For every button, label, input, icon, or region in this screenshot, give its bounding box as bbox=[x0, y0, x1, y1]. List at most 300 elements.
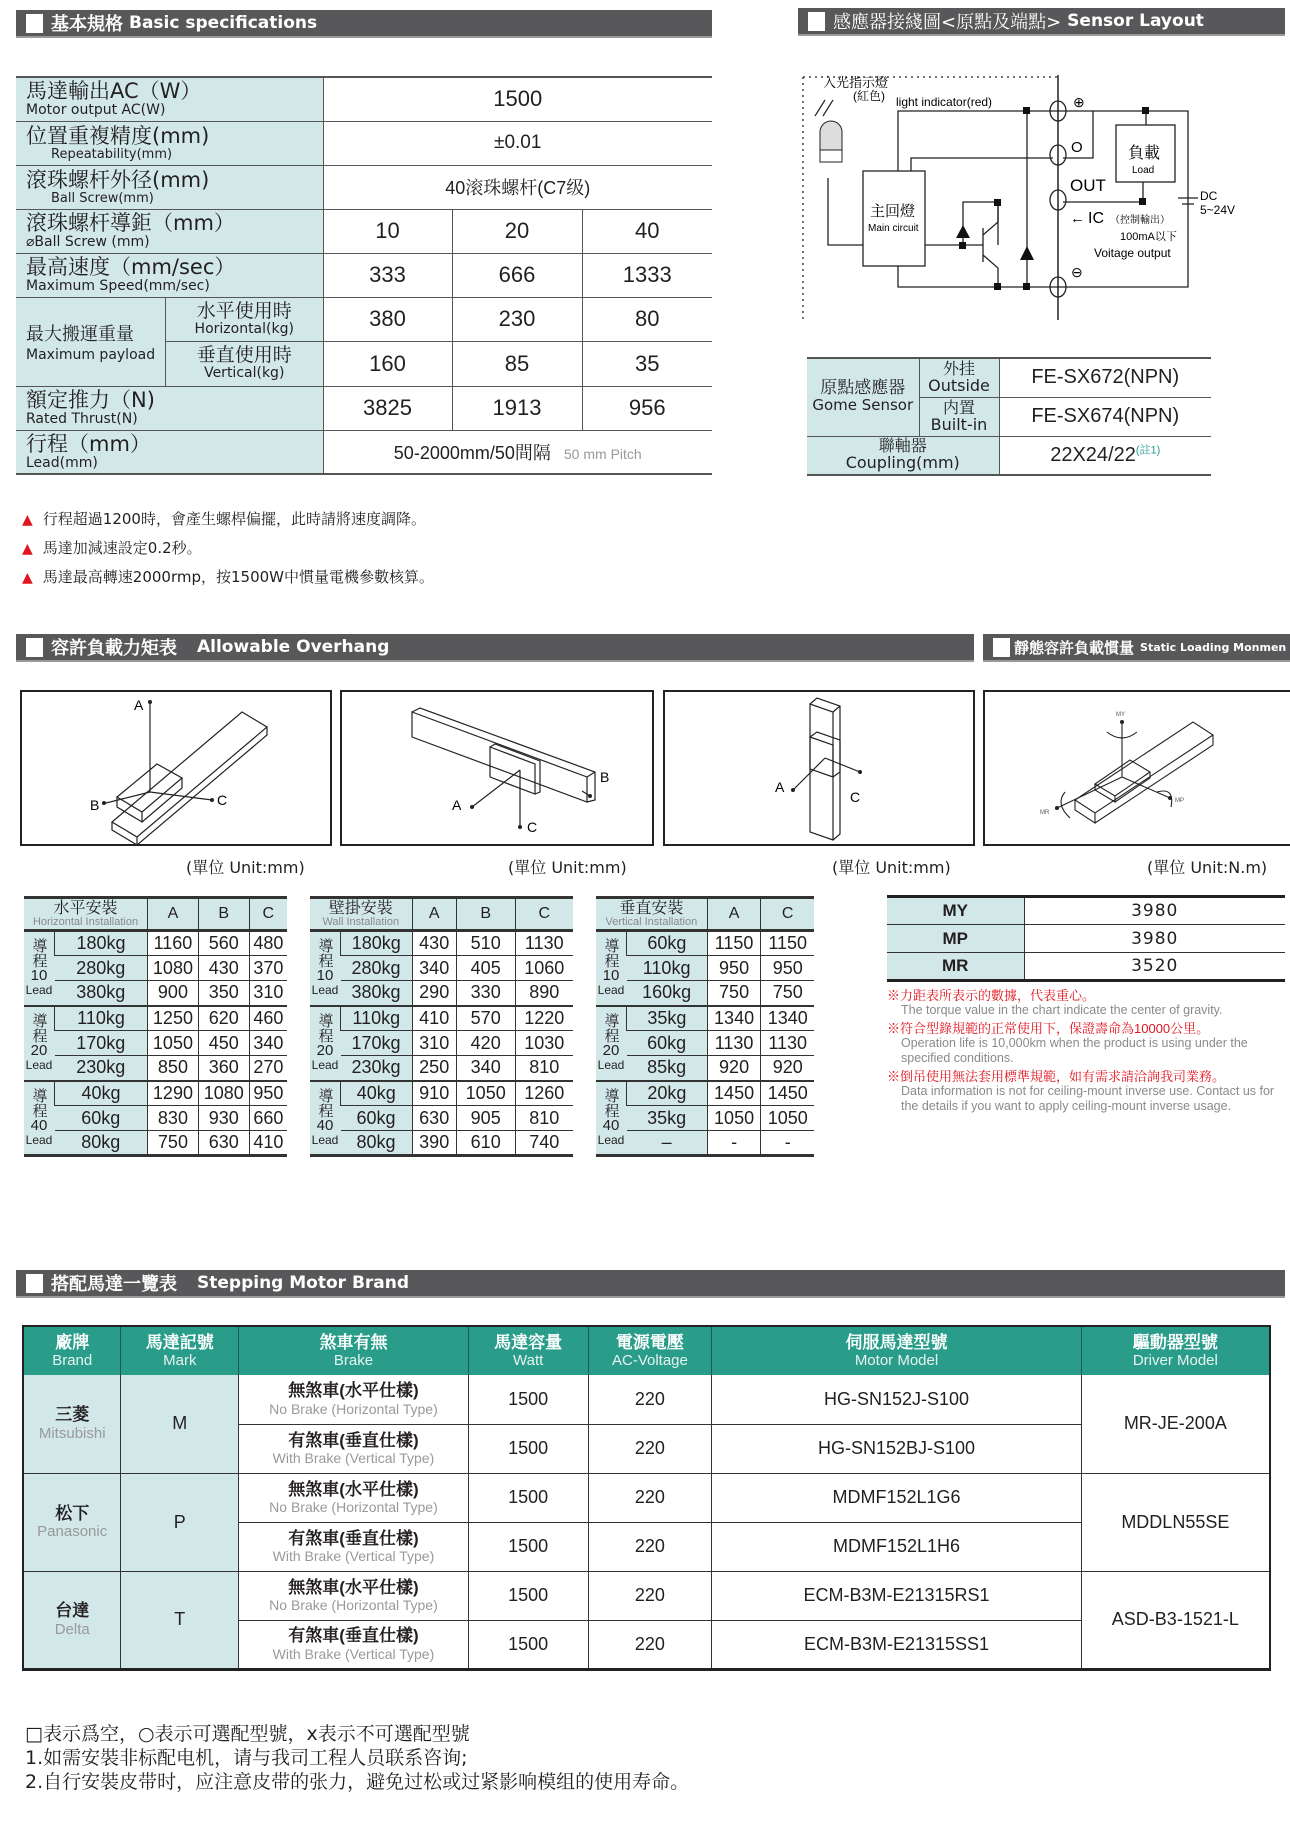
diagram-moments bbox=[983, 690, 1290, 846]
unit-label: (單位 Unit:mm) bbox=[508, 858, 627, 877]
brake-en: No Brake (Horizontal Type) bbox=[269, 1400, 438, 1417]
unit-label: (單位 Unit:mm) bbox=[832, 858, 951, 877]
installation-title bbox=[596, 898, 707, 931]
overhang-header bbox=[310, 898, 573, 931]
moment-key: MY bbox=[887, 897, 1024, 925]
value-cell: 810 bbox=[515, 1106, 573, 1131]
load-en: Load bbox=[1132, 165, 1155, 176]
value: 80 bbox=[582, 297, 712, 342]
diode-icon bbox=[1020, 246, 1034, 260]
lead-en: Lead bbox=[311, 983, 339, 998]
mark-cell: P bbox=[121, 1473, 239, 1571]
value-cell: 905 bbox=[456, 1106, 515, 1131]
header-en: Brake bbox=[333, 1352, 374, 1370]
payload-cell: 110kg bbox=[55, 1006, 148, 1031]
moment-notes bbox=[887, 985, 1287, 1114]
value: 1500 bbox=[323, 77, 712, 121]
value-cell: 1050 bbox=[761, 1106, 814, 1131]
value-cell: 1250 bbox=[148, 1006, 199, 1031]
lead-en: Lead bbox=[25, 1132, 53, 1147]
outside-model: FE-SX672(NPN) bbox=[999, 358, 1211, 397]
label-zh: 行程（mm） bbox=[26, 431, 151, 456]
lead-zh: 導程 bbox=[602, 1013, 620, 1043]
label-mp: MP bbox=[1175, 798, 1184, 804]
value-cell: 1150 bbox=[761, 931, 814, 956]
value-cell: 1030 bbox=[515, 1031, 573, 1056]
driver-model-cell: ASD-B3-1521-L bbox=[1081, 1571, 1270, 1669]
value-cell: 1220 bbox=[515, 1006, 573, 1031]
brake-en: No Brake (Horizontal Type) bbox=[269, 1597, 438, 1614]
value-cell: 950 bbox=[761, 956, 814, 981]
unit-label: (單位 Unit:N.m) bbox=[1147, 858, 1268, 877]
brake-cell bbox=[239, 1522, 469, 1571]
dc-label: DC bbox=[1200, 189, 1218, 203]
overhang-row bbox=[310, 1006, 573, 1031]
brand-cell bbox=[23, 1571, 121, 1669]
label-c: C bbox=[850, 789, 861, 805]
motor-row bbox=[23, 1375, 1270, 1424]
overhang-row bbox=[24, 956, 287, 981]
lead-en: Lead bbox=[597, 1058, 625, 1072]
payload-cell: 170kg bbox=[341, 1031, 413, 1056]
driver-model-cell: MR-JE-200A bbox=[1081, 1375, 1270, 1473]
value-cell: 410 bbox=[249, 1131, 287, 1156]
value: 1913 bbox=[452, 386, 582, 430]
lead-group-label bbox=[596, 931, 627, 1006]
header-zh: 廠牌 bbox=[55, 1332, 90, 1352]
value-cell: 1050 bbox=[148, 1031, 199, 1056]
lead-number: 20 bbox=[316, 1042, 334, 1059]
square-bullet-icon bbox=[808, 12, 825, 31]
section-title-en: Sensor Layout bbox=[1067, 11, 1204, 31]
payload-cell: 180kg bbox=[55, 931, 148, 956]
header-zh: 煞車有無 bbox=[319, 1332, 388, 1352]
note-text: 行程超過1200時，會產生螺桿偏擺，此時請將速度調降。 bbox=[42, 510, 426, 528]
title-zh: 垂直安裝 bbox=[619, 899, 684, 917]
column-header: B bbox=[456, 898, 515, 931]
value-cell: 250 bbox=[412, 1056, 456, 1081]
lead-number: 40 bbox=[602, 1116, 620, 1134]
voltage-cell: 220 bbox=[588, 1473, 712, 1522]
spec-row-repeatability bbox=[16, 121, 712, 165]
header-en: Mark bbox=[163, 1352, 197, 1370]
overhang-table-wall bbox=[310, 896, 573, 1157]
voltage-cell: 220 bbox=[588, 1620, 712, 1669]
outside-zh: 外挂 bbox=[942, 358, 975, 378]
horizontal-install-drawing bbox=[22, 692, 330, 844]
value-cell: 1130 bbox=[761, 1031, 814, 1056]
ic-arrow-icon: ← bbox=[1070, 210, 1085, 227]
value-cell: 610 bbox=[456, 1131, 515, 1156]
moment-value: 3980 bbox=[1024, 897, 1285, 925]
square-bullet-icon bbox=[26, 14, 43, 33]
watt-cell: 1500 bbox=[468, 1473, 588, 1522]
header-zh: 伺服馬達型號 bbox=[845, 1332, 948, 1352]
section-header-sensor bbox=[798, 8, 1285, 36]
value: 666 bbox=[452, 253, 582, 297]
lead-group-label bbox=[310, 931, 341, 1006]
lead-group-label bbox=[310, 1006, 341, 1081]
warning-triangle-icon: ▲ bbox=[22, 541, 33, 557]
lead-en: Lead bbox=[597, 1132, 625, 1147]
brake-zh: 有煞車(垂直仕樣) bbox=[288, 1626, 419, 1646]
value: 3825 bbox=[323, 386, 452, 430]
sensor-row-coupling bbox=[807, 436, 1211, 475]
motor-model-cell: HG-SN152BJ-S100 bbox=[712, 1424, 1081, 1473]
brake-zh: 無煞車(水平仕樣) bbox=[288, 1381, 419, 1401]
header-zh: 電源電壓 bbox=[615, 1332, 684, 1352]
overhang-header-row bbox=[310, 898, 573, 931]
payload-cell: 80kg bbox=[341, 1131, 413, 1156]
overhang-row bbox=[596, 1006, 814, 1031]
value-cell: 1160 bbox=[148, 931, 199, 956]
label-zh: 滾珠螺杆導鉅（mm） bbox=[26, 211, 235, 235]
value: 85 bbox=[452, 342, 582, 387]
label-zh: 額定推力（N) bbox=[26, 388, 155, 412]
brake-en: With Brake (Vertical Type) bbox=[272, 1645, 435, 1662]
square-bullet-icon bbox=[26, 1274, 43, 1293]
sensor-wiring-diagram bbox=[798, 70, 1238, 320]
payload-cell: 230kg bbox=[341, 1056, 413, 1081]
label-zh: 最高速度（mm/sec） bbox=[26, 255, 236, 279]
lead-zh: 導程 bbox=[30, 1013, 48, 1043]
column-header bbox=[23, 1326, 121, 1375]
value-cell: 410 bbox=[412, 1006, 456, 1031]
moment-note-en: Data information is not for ceiling-mount inverse use. Contact us for the details if you want to apply ceiling-mount inverse usage. bbox=[901, 1084, 1275, 1113]
value-cell: 1080 bbox=[198, 1081, 249, 1106]
brake-cell bbox=[239, 1620, 469, 1669]
indicator-label-zh: 入光指示燈 bbox=[823, 75, 889, 90]
overhang-row bbox=[24, 981, 287, 1006]
payload-cell: 180kg bbox=[341, 931, 413, 956]
origin-sensor-zh: 原點感應器 bbox=[820, 378, 906, 399]
value-cell: 1450 bbox=[761, 1081, 814, 1106]
lead-zh: 導程 bbox=[602, 938, 620, 969]
motor-model-cell: MDMF152L1H6 bbox=[712, 1522, 1081, 1571]
overhang-row bbox=[310, 1131, 573, 1156]
value-cell: 560 bbox=[198, 931, 249, 956]
square-bullet-icon bbox=[993, 638, 1010, 657]
overhang-row bbox=[310, 1081, 573, 1106]
value-cell: 1340 bbox=[761, 1006, 814, 1031]
voltage-cell: 220 bbox=[588, 1375, 712, 1424]
column-header bbox=[1081, 1326, 1270, 1375]
watt-cell: 1500 bbox=[468, 1522, 588, 1571]
value-cell: 420 bbox=[456, 1031, 515, 1056]
value: 333 bbox=[323, 253, 452, 297]
lead-zh: 導程 bbox=[316, 1087, 334, 1118]
label-en: ⌀Ball Screw (mm) bbox=[26, 234, 150, 250]
title-zh: 水平安裝 bbox=[53, 899, 118, 917]
brake-zh: 無煞車(水平仕樣) bbox=[288, 1577, 419, 1597]
motor-row bbox=[23, 1473, 1270, 1522]
value-cell: 930 bbox=[198, 1106, 249, 1131]
value-cell: 620 bbox=[198, 1006, 249, 1031]
overhang-row bbox=[310, 956, 573, 981]
lead-zh: 導程 bbox=[30, 1087, 48, 1118]
column-header: A bbox=[412, 898, 456, 931]
value-cell: 310 bbox=[249, 981, 287, 1006]
value-cell: 1050 bbox=[456, 1081, 515, 1106]
value-cell: 1060 bbox=[515, 956, 573, 981]
payload-cell: 380kg bbox=[55, 981, 148, 1006]
brand-cell bbox=[23, 1473, 121, 1571]
title-en: Horizontal Installation bbox=[32, 915, 139, 928]
voltage-cell: 220 bbox=[588, 1571, 712, 1620]
value-cell: 950 bbox=[707, 956, 761, 981]
stroke-value-en: 50 mm Pitch bbox=[563, 445, 642, 462]
moment-note-zh: ※倒吊使用無法套用標準規範，如有需求請洽詢我司業務。 bbox=[887, 1069, 1226, 1084]
value-cell: 1450 bbox=[707, 1081, 761, 1106]
value-cell: 950 bbox=[249, 1081, 287, 1106]
lead-zh: 導程 bbox=[316, 938, 334, 969]
note-item bbox=[22, 505, 434, 534]
column-header bbox=[239, 1326, 469, 1375]
overhang-row bbox=[596, 1031, 814, 1056]
lead-group-label bbox=[24, 1081, 55, 1156]
value-cell: 390 bbox=[412, 1131, 456, 1156]
section-title-zh: 搭配馬達一覽表 bbox=[51, 1274, 177, 1295]
section-title-zh: 基本規格 bbox=[51, 14, 123, 35]
lead-number: 20 bbox=[602, 1042, 620, 1059]
voltage-output: Voitage output bbox=[1094, 246, 1171, 260]
header-en: Brand bbox=[52, 1352, 93, 1370]
label-a: A bbox=[134, 697, 144, 713]
lead-number: 10 bbox=[316, 967, 334, 985]
payload-cell: 35kg bbox=[627, 1106, 708, 1131]
overhang-row bbox=[310, 981, 573, 1006]
value-cell: 270 bbox=[249, 1056, 287, 1081]
value-cell: 900 bbox=[148, 981, 199, 1006]
main-circuit-zh: 主回燈 bbox=[870, 203, 916, 220]
label-b: B bbox=[90, 797, 100, 813]
value: 20 bbox=[452, 209, 582, 253]
value-cell: 750 bbox=[761, 981, 814, 1006]
value: 380 bbox=[323, 297, 452, 342]
section-header-static bbox=[983, 634, 1290, 662]
section-title-en: Basic specifications bbox=[129, 13, 318, 33]
footnotes bbox=[25, 1722, 689, 1794]
overhang-table-vertical bbox=[596, 896, 814, 1157]
wall-install-drawing bbox=[342, 692, 652, 844]
value: ±0.01 bbox=[323, 121, 712, 165]
moment-key: MP bbox=[887, 925, 1024, 953]
section-title-zh: 靜態容許負載慣量 bbox=[1014, 638, 1135, 657]
value-cell: 290 bbox=[412, 981, 456, 1006]
column-header: C bbox=[515, 898, 573, 931]
column-header: B bbox=[198, 898, 249, 931]
label-en: Repeatability(mm) bbox=[51, 146, 173, 162]
brand-zh: 台達 bbox=[55, 1601, 90, 1621]
overhang-row bbox=[596, 1106, 814, 1131]
motor-brand-table bbox=[22, 1325, 1271, 1671]
spec-row-motor-output bbox=[16, 77, 712, 121]
section-header-basic bbox=[16, 10, 712, 38]
moment-row bbox=[887, 953, 1285, 981]
brand-cell bbox=[23, 1375, 121, 1473]
title-zh: 壁掛安裝 bbox=[328, 899, 393, 917]
sensor-row-outside bbox=[807, 358, 1211, 397]
overhang-row bbox=[24, 1081, 287, 1106]
header-zh: 馬達容量 bbox=[494, 1332, 563, 1352]
label-c: C bbox=[217, 792, 228, 808]
header-en: Motor Model bbox=[854, 1352, 939, 1370]
label-a: A bbox=[775, 779, 785, 795]
brake-zh: 無煞車(水平仕樣) bbox=[288, 1479, 419, 1499]
label-zh: 水平使用時 bbox=[196, 299, 292, 322]
value: 160 bbox=[323, 342, 452, 387]
title-en: Vertical Installation bbox=[605, 915, 698, 928]
overhang-row bbox=[596, 931, 814, 956]
moment-key: MR bbox=[887, 953, 1024, 981]
value-cell: 370 bbox=[249, 956, 287, 981]
brake-en: No Brake (Horizontal Type) bbox=[269, 1499, 438, 1516]
overhang-row bbox=[310, 1106, 573, 1131]
lead-number: 10 bbox=[30, 967, 48, 985]
section-title-en: Stepping Motor Brand bbox=[197, 1273, 410, 1293]
value: 1333 bbox=[582, 253, 712, 297]
value-cell: 630 bbox=[198, 1131, 249, 1156]
value-cell: 750 bbox=[707, 981, 761, 1006]
watt-cell: 1500 bbox=[468, 1571, 588, 1620]
payload-cell: 280kg bbox=[55, 956, 148, 981]
lead-en: Lead bbox=[597, 983, 625, 998]
brake-cell bbox=[239, 1424, 469, 1473]
vertical-install-drawing bbox=[665, 692, 973, 844]
lead-zh: 導程 bbox=[30, 938, 48, 969]
static-moment-table bbox=[887, 895, 1285, 982]
value-cell: 890 bbox=[515, 981, 573, 1006]
light-arrows-icon bbox=[815, 100, 833, 116]
section-title-zh: 容許負載力矩表 bbox=[51, 638, 177, 659]
label-en: Ball Screw(mm) bbox=[51, 190, 154, 206]
brand-zh: 三菱 bbox=[55, 1405, 90, 1425]
label-zh: 垂直使用時 bbox=[196, 343, 292, 366]
note-item bbox=[22, 534, 434, 563]
label-en: Horizontal(kg) bbox=[194, 320, 294, 337]
value-cell: 1260 bbox=[515, 1081, 573, 1106]
payload-cell: 170kg bbox=[55, 1031, 148, 1056]
section-title-zh: 感應器接綫圖<原點及端點> bbox=[833, 12, 1062, 33]
value-cell: 340 bbox=[412, 956, 456, 981]
overhang-row bbox=[310, 1056, 573, 1081]
header-en: AC-Voltage bbox=[611, 1352, 688, 1370]
value: 35 bbox=[582, 342, 712, 387]
watt-cell: 1500 bbox=[468, 1375, 588, 1424]
lead-number: 10 bbox=[602, 967, 620, 985]
label-zh: 馬達輸出AC（W） bbox=[26, 79, 202, 104]
column-header bbox=[588, 1326, 712, 1375]
payload-cell: 60kg bbox=[627, 1031, 708, 1056]
value-cell: 850 bbox=[148, 1056, 199, 1081]
payload-cell: 40kg bbox=[341, 1081, 413, 1106]
brake-en: With Brake (Vertical Type) bbox=[272, 1450, 435, 1467]
load-zh: 負載 bbox=[1128, 145, 1161, 162]
value-cell: 405 bbox=[456, 956, 515, 981]
overhang-row bbox=[596, 956, 814, 981]
voltage-cell: 220 bbox=[588, 1522, 712, 1571]
lead-group-label bbox=[24, 1006, 55, 1081]
value-cell: 1340 bbox=[707, 1006, 761, 1031]
lead-zh: 導程 bbox=[602, 1087, 620, 1118]
minus-label: ⊖ bbox=[1071, 264, 1083, 280]
spec-row-ball-screw bbox=[16, 165, 712, 209]
payload-cell: 35kg bbox=[627, 1006, 708, 1031]
value: 40 bbox=[582, 209, 712, 253]
sensor-table bbox=[807, 357, 1211, 476]
overhang-row bbox=[24, 1056, 287, 1081]
footnote: □表示爲空，○表示可選配型號，x表示不可選配型號 bbox=[25, 1723, 470, 1745]
indicator-color: (紅色) bbox=[853, 89, 885, 103]
overhang-row bbox=[24, 1106, 287, 1131]
led-icon bbox=[820, 121, 842, 150]
value-cell: - bbox=[761, 1131, 814, 1156]
value-cell: 920 bbox=[761, 1056, 814, 1081]
payload-cell: 60kg bbox=[341, 1106, 413, 1131]
payload-cell: 60kg bbox=[55, 1106, 148, 1131]
moment-value: 3520 bbox=[1131, 956, 1179, 976]
value-cell: 1080 bbox=[148, 956, 199, 981]
payload-cell: – bbox=[627, 1131, 708, 1156]
column-header: A bbox=[148, 898, 199, 931]
overhang-row bbox=[596, 981, 814, 1006]
moment-note-zh: ※力距表所表示的數據，代表重心。 bbox=[887, 988, 1096, 1003]
label-en: Vertical(kg) bbox=[204, 364, 285, 381]
moment-note-zh: ※符合型錄規範的正常使用下，保證壽命為10000公里。 bbox=[887, 1021, 1210, 1036]
overhang-row bbox=[596, 1131, 814, 1156]
overhang-row bbox=[310, 1031, 573, 1056]
overhang-row bbox=[24, 1131, 287, 1156]
payload-cell: 110kg bbox=[341, 1006, 413, 1031]
value-cell: 450 bbox=[198, 1031, 249, 1056]
header-en: Driver Model bbox=[1132, 1352, 1218, 1370]
motor-model-cell: ECM-B3M-E21315RS1 bbox=[712, 1571, 1081, 1620]
overhang-row bbox=[24, 931, 287, 956]
plus-label: ⊕ bbox=[1073, 94, 1085, 110]
payload-cell: 280kg bbox=[341, 956, 413, 981]
section-header-overhang bbox=[16, 634, 974, 662]
label-en: Motor output AC(W) bbox=[26, 102, 166, 119]
value: 956 bbox=[582, 386, 712, 430]
overhang-header bbox=[596, 898, 814, 931]
label-en: Lead(mm) bbox=[26, 454, 98, 471]
diagram-wall bbox=[340, 690, 654, 846]
brake-en: With Brake (Vertical Type) bbox=[272, 1548, 435, 1565]
watt-cell: 1500 bbox=[468, 1424, 588, 1473]
moment-row bbox=[887, 897, 1285, 925]
header-zh: 馬達記號 bbox=[145, 1332, 214, 1352]
value-cell: 1290 bbox=[148, 1081, 199, 1106]
brake-zh: 有煞車(垂直仕樣) bbox=[288, 1528, 419, 1548]
header-en: Watt bbox=[513, 1352, 544, 1370]
overhang-row bbox=[596, 1081, 814, 1106]
value-cell: 1050 bbox=[707, 1106, 761, 1131]
value-cell: 340 bbox=[249, 1031, 287, 1056]
builtin-zh: 内置 bbox=[942, 397, 975, 417]
lead-en: Lead bbox=[25, 983, 53, 998]
lead-number: 40 bbox=[30, 1116, 48, 1134]
moment-note-en: Operation life is 10,000km when the product is using under the specified conditions. bbox=[901, 1036, 1248, 1065]
section-title-en: Static Loading Monmen bbox=[1140, 640, 1287, 654]
payload-cell: 160kg bbox=[627, 981, 708, 1006]
header-zh: 驅動器型號 bbox=[1132, 1332, 1218, 1352]
value-cell: 430 bbox=[198, 956, 249, 981]
watt-cell: 1500 bbox=[468, 1620, 588, 1669]
voltage-cell: 220 bbox=[588, 1424, 712, 1473]
value-cell: 910 bbox=[412, 1081, 456, 1106]
spec-row-stroke bbox=[16, 430, 712, 474]
moment-row bbox=[887, 925, 1285, 953]
